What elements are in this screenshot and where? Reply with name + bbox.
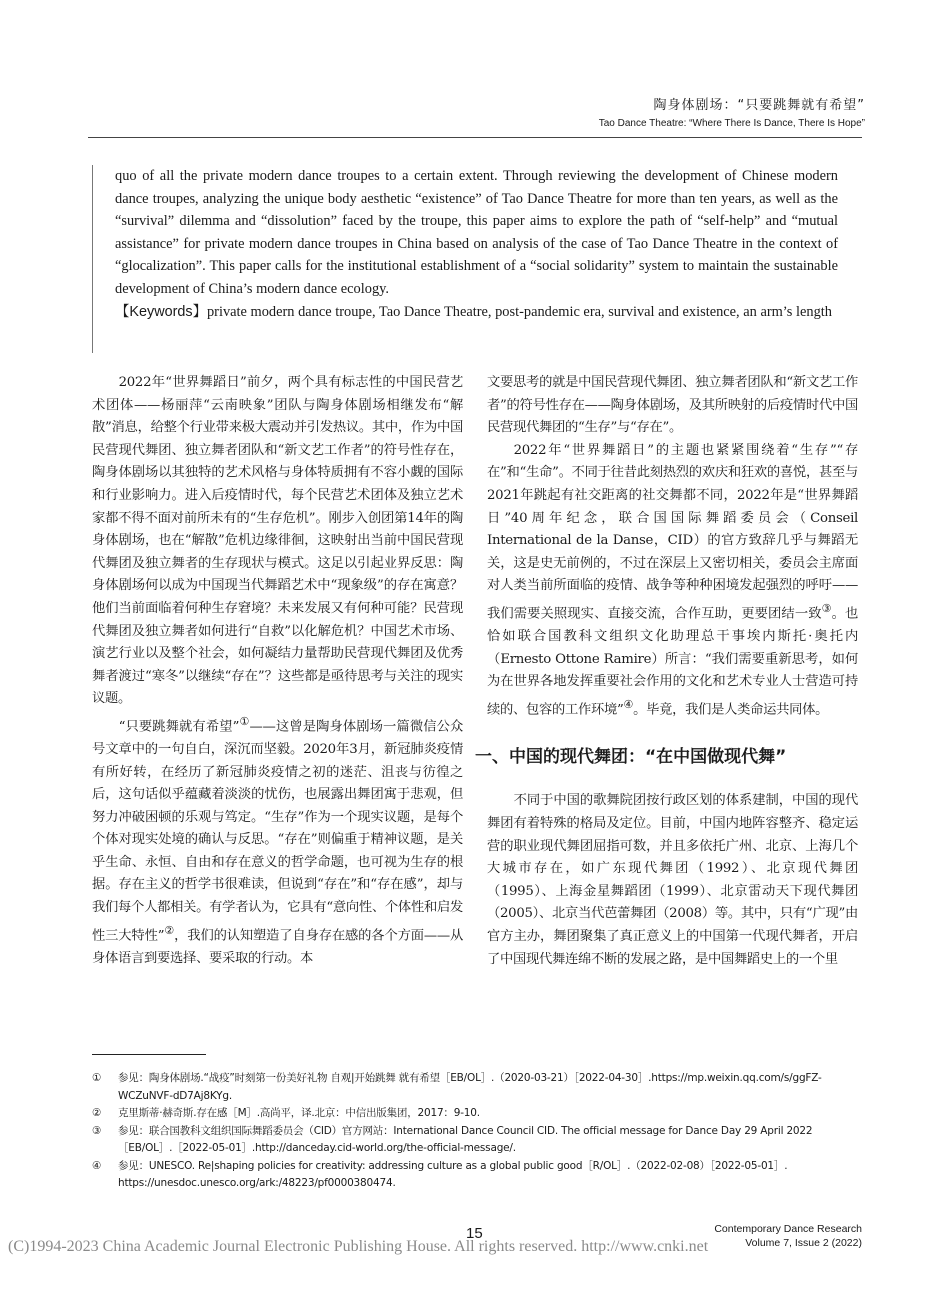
paragraph <box>487 440 858 722</box>
quote-text: “只要跳舞就有希望” <box>118 719 240 735</box>
footnote <box>92 1070 858 1105</box>
footnote-ref-3[interactable]: ③ <box>821 601 832 615</box>
paragraph: 2022年“世界舞蹈日”前夕，两个具有标志性的中国民营艺术团体——杨丽萍“云南映象”团队与陶身体剧场相继发布“解散”消息，给整个行业带来极大震动并引发热议。其中，作为中国民营现代舞团、独立舞者团队和“新文艺工作者”的符号性存在，陶身体剧场以其独特的艺术风格与身体特质拥有不容小觑的国际和行业影响力。进入后疫情时代，每个民营艺术团体及独立艺术家都不得不面对前所未有的“生存危机”。刚步入创团第14年的陶身体剧场，也在“解散”危机边缘徘徊，这映射出当前中国民营现代舞团及独立舞者的生存现状与模式。这足以引起业界反思：陶身体剧场何以成为中国现当代舞蹈艺术中“现象级”的存在寓意？他们当前面临着何种生存窘境？未来发展又有何种可能？民营现代舞团及独立舞者如何进行“自救”以化解危机？中国艺术市场、演艺行业以及整个社会，如何凝结力量帮助民营现代舞团及优秀舞者渡过“寒冬”以继续“存在”？这些都是亟待思考与关注的现实议题。 <box>92 375 463 707</box>
section-heading: 一、中国的现代舞团：“在中国做现代舞” <box>475 746 787 767</box>
paragraph <box>92 711 463 970</box>
keywords-text: private modern dance troupe, Tao Dance Theatre, post-pandemic era, survival and existence, an arm’s length <box>206 303 832 320</box>
running-header-title-en: Tao Dance Theatre: “Where There Is Dance, There Is Hope” <box>598 118 865 129</box>
footnote-number: ④ <box>92 1159 102 1172</box>
footnote-ref-2[interactable]: ② <box>164 923 175 937</box>
footnote-divider <box>92 1054 206 1055</box>
page-number: 15 <box>466 1225 483 1242</box>
running-header-title-cn: 陶身体剧场：“只要跳舞就有希望” <box>653 98 865 113</box>
paragraph-text: 。毕竟，我们是人类命运共同体。 <box>633 702 829 718</box>
paragraph-text: 。也恰如联合国教科文组织文化助理总干事埃内斯托·奥托内（Ernesto Ottone Ramire）所言：“我们需要重新思考，如何为在世界各地发挥重要社会作用的文化和艺术专业人士营造可持续的、包容的工作环境” <box>487 606 859 718</box>
abstract-block <box>92 165 838 353</box>
footnote-ref-1[interactable]: ① <box>239 714 250 728</box>
footnote-number: ① <box>92 1072 102 1084</box>
paragraph-text: ——这曾是陶身体剧场一篇微信公众号文章中的一句自白，深沉而坚毅。2020年3月，新冠肺炎疫情有所好转，在经历了新冠肺炎疫情之初的迷茫、沮丧与彷徨之后，这句话似乎蕴藏着淡淡的忧伤，也展露出舞团寓于悲观，但努力冲破困顿的乐观与笃定。“生存”作为一个现实议题，是每个个体对现实处境的确认与反思。“存在”则偏重于精神议题，是关乎生命、永恒、自由和存在意义的哲学命题，也可视为生存的根据。存在主义的哲学书很难读，但说到“存在”和“存在感”，却与我们每个人都相关。有学者认为，它具有“意向性、个体性和启发性三大特性” <box>92 719 463 944</box>
journal-name: Contemporary Dance Research <box>714 1223 862 1235</box>
footnote-number: ② <box>92 1107 102 1119</box>
paragraph: 不同于中国的歌舞院团按行政区划的体系建制，中国的现代舞团有着特殊的格局及定位。目前，中国内地阵容整齐、稳定运营的职业现代舞团屈指可数，并且多依托广州、北京、上海几个大城市存在，如广东现代舞团（1992）、北京现代舞团（1995）、上海金星舞蹈团（1999）、北京雷动天下现代舞团（2005）、北京当代芭蕾舞团（2008）等。其中，只有“广现”由官方主办，舞团聚集了真正意义上的中国第一代现代舞者，开启了中国现代舞连绵不断的发展之路，是中国舞蹈史上的一个里 <box>487 793 858 967</box>
footnote-text: 克里斯蒂·赫奇斯.存在感［M］.高尚平，译.北京：中信出版集团，2017：9-10. <box>118 1107 480 1119</box>
keywords-line <box>115 301 838 324</box>
header-divider <box>88 137 862 138</box>
keywords-label: 【Keywords】 <box>115 303 207 320</box>
footnote <box>92 1105 858 1123</box>
footnote-text: 参见：陶身体剧场.“战疫”时刻第一份美好礼物 自观|开始跳舞 就有希望［EB/OL］.（2020-03-21）［2022-04-30］.https://mp.weixin.qq.com/s/ggFZ-WCZuNVF-dD7Aj8KYg. <box>118 1072 822 1102</box>
paragraph-text: ，我们的认知塑造了自身存在感的各个方面——从身体语言到要选择、要采取的行动。本 <box>92 928 464 966</box>
footnote-text: 参见：联合国教科文组织国际舞蹈委员会（CID）官方网站：International Dance Council CID. The official message for Dance Day 29 April 2022［EB/OL］.［2022-05-01］.http://danceday.cid-world.org/the-official-message/. <box>118 1124 813 1154</box>
footnote-ref-4[interactable]: ④ <box>623 697 634 711</box>
footnotes <box>92 1070 858 1193</box>
abstract-text: quo of all the private modern dance troupes to a certain extent. Through reviewing the development of Chinese modern dance troupes, analyzing the unique body aesthetic “existence” of Tao Dance Theatre for more than ten years, as well as the “survival” dilemma and “dissolution” faced by the troupe, this paper aims to explore the path of “self-help” and “mutual assistance” for private modern dance troupes in China based on analysis of the case of Tao Dance Theatre in the context of “glocalization”. This paper calls for the institutional establishment of a “social solidarity” system to maintain the sustainable development of China’s modern dance ecology. <box>115 168 838 297</box>
footnote <box>92 1123 858 1158</box>
paragraph: 文要思考的就是中国民营现代舞团、独立舞者团队和“新文艺工作者”的符号性存在——陶身体剧场，及其所映射的后疫情时代中国民营现代舞团的“生存”与“存在”。 <box>487 375 858 436</box>
copyright-notice: (C)1994-2023 China Academic Journal Electronic Publishing House. All rights reserved. http://www.cnki.net <box>8 1238 709 1255</box>
footnote-number: ③ <box>92 1124 102 1137</box>
footnote-text: 参见：UNESCO. Re|shaping policies for creativity: addressing culture as a global public good［R/OL］.（2022-02-08）［2022-05-01］. https://unesdoc.unesco.org/ark:/48223/pf0000380474. <box>118 1159 788 1189</box>
journal-issue: Volume 7, Issue 2 (2022) <box>745 1237 862 1249</box>
paragraph-text: 2022年“世界舞蹈日”的主题也紧紧围绕着“生存”“存在”和“生命”。不同于往昔此刻热烈的欢庆和狂欢的喜悦，甚至与2021年跳起有社交距离的社交舞都不同，2022年是“世界舞蹈日”40周年纪念，联合国国际舞蹈委员会（Conseil International de la Danse，CID）的官方致辞几乎与舞蹈无关，这是史无前例的，不过在深层上又密切相关，委员会主席面对人类当前所面临的疫情、战争等种种困境发起强烈的呼吁——我们需要关照现实、直接交流，合作互助，更要团结一致 <box>487 442 858 622</box>
footnote <box>92 1158 858 1193</box>
right-column <box>475 372 859 971</box>
journal-info <box>714 1222 862 1250</box>
left-column <box>92 372 463 970</box>
